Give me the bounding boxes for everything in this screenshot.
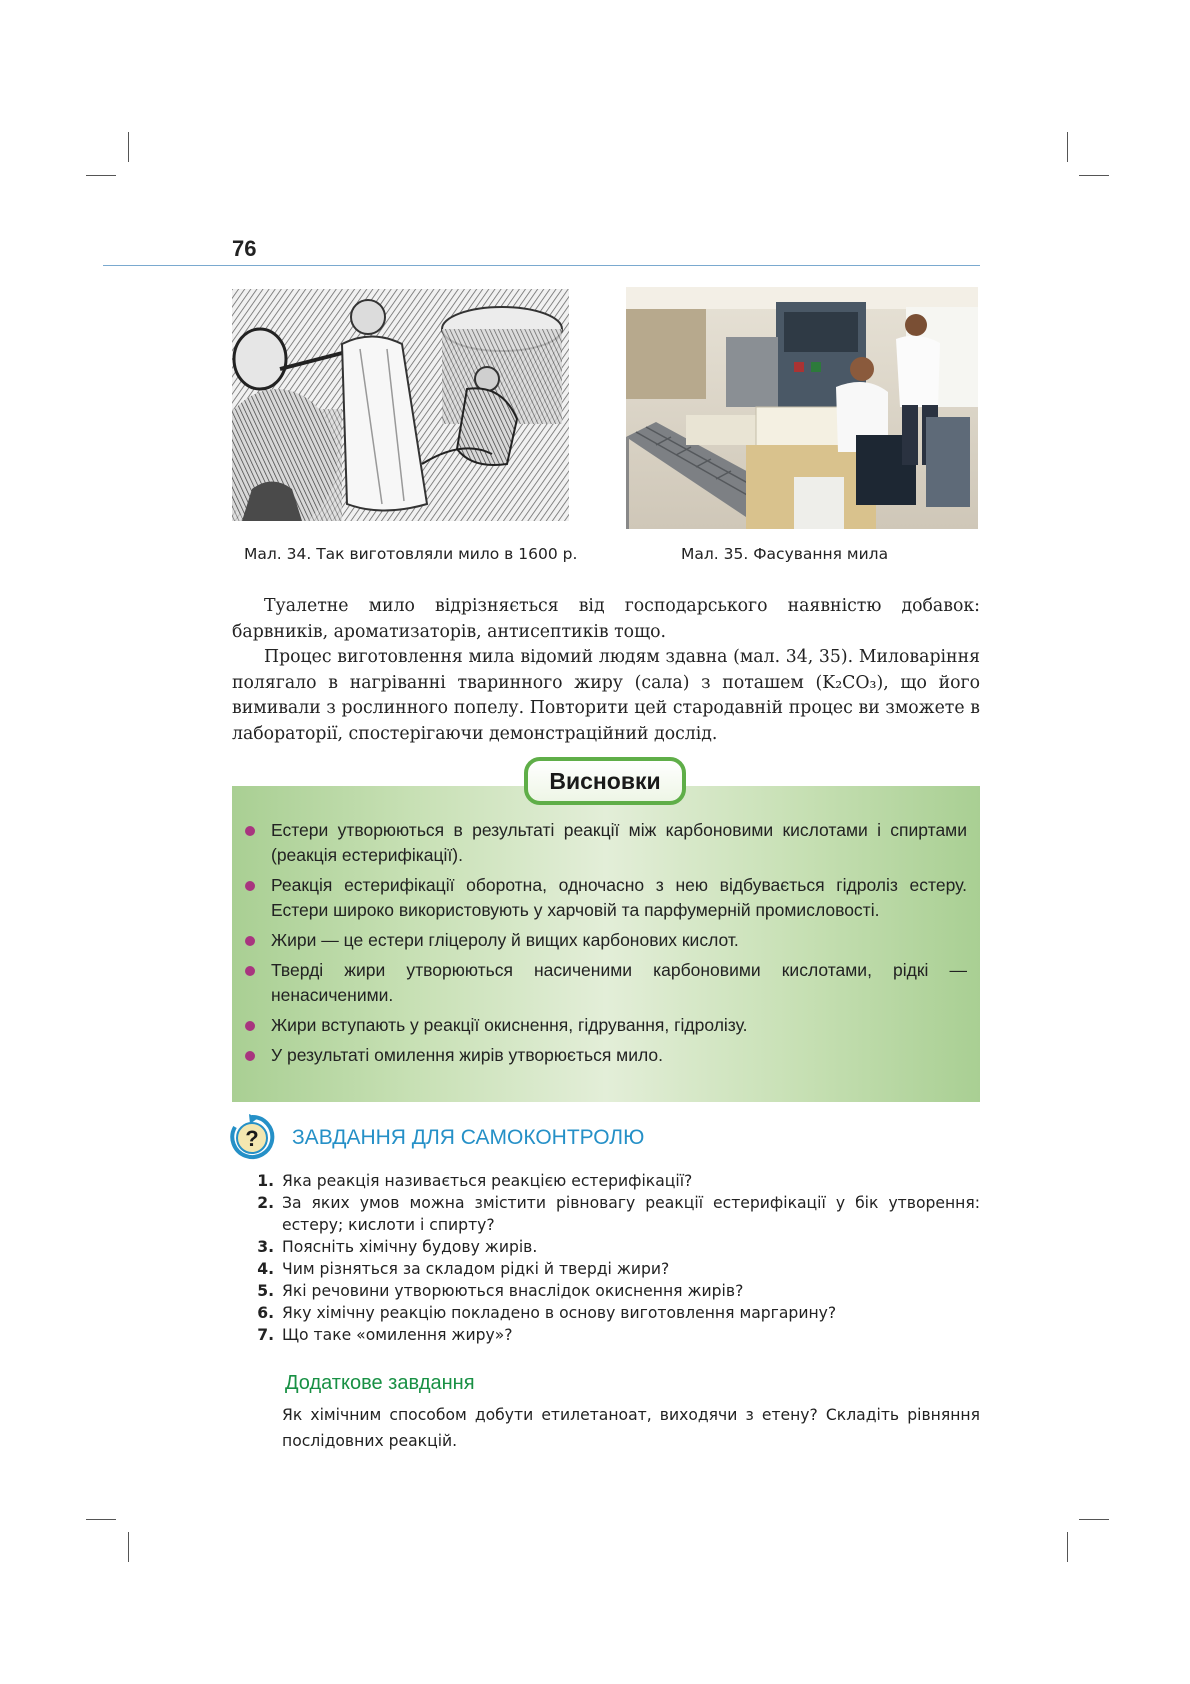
- question-text: Які речовини утворюються внаслідок окиснення жирів?: [282, 1282, 744, 1300]
- crop-mark: [1079, 175, 1109, 176]
- crop-mark: [1079, 1519, 1109, 1520]
- main-text: [232, 594, 980, 747]
- page-number: 76: [232, 236, 257, 261]
- crop-mark: [128, 132, 129, 162]
- question-number: 2.: [257, 1194, 274, 1212]
- conclusion-item: [245, 818, 967, 868]
- figure-34-engraving: [232, 289, 569, 521]
- conclusion-text: Реакція естерифікації оборотна, одночасно з нею відбувається гідроліз естеру. Естери широко використовують у харчовій та парфумерній промисловості.: [271, 875, 967, 920]
- question-number: 6.: [257, 1304, 274, 1322]
- question-text: За яких умов можна змістити рівновагу реакції естерифікації у бік утворення: естеру; кислоти і спирту?: [282, 1194, 980, 1234]
- paragraph: Туалетне мило відрізняється від господарського наявністю добавок: барвників, ароматизаторів, антисептиків тощо.: [232, 596, 980, 642]
- bullet-icon: [245, 1021, 255, 1031]
- paragraph: Процес виготовлення мила відомий людям здавна (мал. 34, 35). Миловаріння полягало в нагріванні тваринного жиру (сала) з поташем (K₂CO₃), що його вимивали з рослинного попелу. Повторити цей стародавній процес ви зможете в лабораторії, спостерігаючи демонстраційний дослід.: [232, 647, 980, 744]
- conclusion-item: [245, 928, 967, 953]
- question-text: Яку хімічну реакцію покладено в основу виготовлення маргарину?: [282, 1304, 837, 1322]
- extra-task-text: Як хімічним способом добути етилетаноат, виходячи з етену? Складіть рівняння послідовних реакцій.: [282, 1406, 980, 1450]
- list-item: [246, 1236, 980, 1258]
- conclusion-text: Естери утворюються в результаті реакції між карбоновими кислотами і спиртами (реакція естерифікації).: [271, 820, 967, 865]
- list-item: [246, 1192, 980, 1236]
- self-control-heading: ЗАВДАННЯ ДЛЯ САМОКОНТРОЛЮ: [292, 1126, 645, 1149]
- list-item: [246, 1170, 980, 1192]
- question-mark-icon: [229, 1114, 275, 1160]
- figure-34-caption: Мал. 34. Так виготовляли мило в 1600 р.: [244, 545, 578, 563]
- figure-35-caption: Мал. 35. Фасування мила: [681, 545, 889, 563]
- bullet-icon: [245, 881, 255, 891]
- conclusions-title: Висновки: [524, 757, 686, 805]
- conclusion-item: [245, 1043, 967, 1068]
- extra-task-heading: Додаткове завдання: [285, 1372, 475, 1394]
- crop-mark: [128, 1532, 129, 1562]
- question-text: Яка реакція називається реакцією естерифікації?: [282, 1172, 693, 1190]
- crop-mark: [1067, 1532, 1068, 1562]
- question-number: 1.: [257, 1172, 274, 1190]
- conclusion-text: Жири — це естери гліцеролу й вищих карбонових кислот.: [271, 930, 739, 950]
- question-number: 7.: [257, 1326, 274, 1344]
- crop-mark: [86, 175, 116, 176]
- conclusion-text: У результаті омилення жирів утворюється мило.: [271, 1045, 663, 1065]
- question-text: Що таке «омилення жиру»?: [282, 1326, 513, 1344]
- question-text: Поясніть хімічну будову жирів.: [282, 1238, 538, 1256]
- bullet-icon: [245, 1051, 255, 1061]
- bullet-icon: [245, 826, 255, 836]
- question-list: [246, 1170, 980, 1346]
- question-number: 4.: [257, 1260, 274, 1278]
- bullet-icon: [245, 966, 255, 976]
- conclusions-list: [245, 818, 967, 1073]
- svg-text:?: ?: [245, 1126, 259, 1151]
- figure-35-photo: [626, 287, 978, 529]
- conclusion-item: [245, 958, 967, 1008]
- conclusion-text: Жири вступають у реакції окиснення, гідрування, гідролізу.: [271, 1015, 748, 1035]
- list-item: [246, 1258, 980, 1280]
- list-item: [246, 1280, 980, 1302]
- conclusion-item: [245, 873, 967, 923]
- header-rule: [103, 265, 980, 266]
- list-item: [246, 1324, 980, 1346]
- list-item: [246, 1302, 980, 1324]
- crop-mark: [1067, 132, 1068, 162]
- question-text: Чим різняться за складом рідкі й тверді жири?: [282, 1260, 670, 1278]
- question-number: 5.: [257, 1282, 274, 1300]
- question-number: 3.: [257, 1238, 274, 1256]
- crop-mark: [86, 1519, 116, 1520]
- conclusion-item: [245, 1013, 967, 1038]
- conclusion-text: Тверді жири утворюються насиченими карбоновими кислотами, рідкі — ненасиченими.: [271, 960, 967, 1005]
- bullet-icon: [245, 936, 255, 946]
